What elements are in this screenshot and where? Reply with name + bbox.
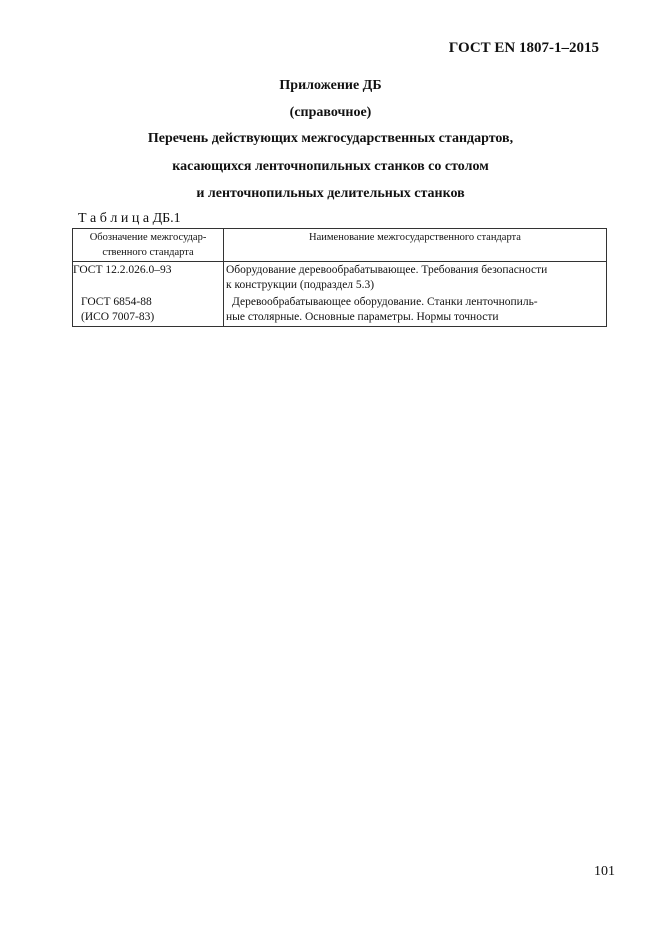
name-cell [224, 294, 607, 327]
name-text-line-2: к конструкции (подраздел 5.3) [226, 279, 375, 291]
column-header-name-text: Наименование межгосударственного стандарта [309, 232, 521, 243]
appendix-subtitle: (справочное) [289, 105, 372, 120]
column-header-designation-line-2: ственного стандарта [102, 247, 194, 258]
appendix-heading-line-2: касающихся ленточнопильных станков со столом [172, 159, 489, 174]
designation-text-line-1: ГОСТ 6854-88 [81, 296, 152, 308]
name-cell [224, 262, 607, 295]
page-number: 101 [594, 864, 615, 879]
designation-text: ГОСТ 12.2.026.0–93 [73, 264, 172, 276]
name-text-line-1: Деревообрабатывающее оборудование. Станки ленточнопиль- [232, 296, 538, 308]
appendix-heading-line-3: и ленточнопильных делительных станков [196, 186, 465, 201]
appendix-title: Приложение ДБ [279, 78, 382, 93]
appendix-heading-line-1: Перечень действующих межгосударственных стандартов, [147, 131, 514, 146]
table-caption: Т а б л и ц а ДБ.1 [78, 211, 181, 226]
designation-text-line-2: (ИСО 7007-83) [81, 311, 155, 323]
table-header-row [73, 229, 607, 262]
column-header-name [224, 229, 607, 262]
document-code: ГОСТ EN 1807-1–2015 [448, 40, 599, 56]
table-row [73, 294, 607, 327]
column-header-designation-line-1: Обозначение межгосудар- [89, 232, 207, 243]
designation-cell [73, 294, 224, 327]
table-row [73, 262, 607, 295]
designation-cell [73, 262, 224, 295]
standards-table [72, 228, 607, 327]
name-text-line-1: Оборудование деревообрабатывающее. Требования безопасности [226, 264, 548, 276]
name-text-line-2: ные столярные. Основные параметры. Нормы точности [226, 311, 499, 323]
column-header-designation [73, 229, 224, 262]
